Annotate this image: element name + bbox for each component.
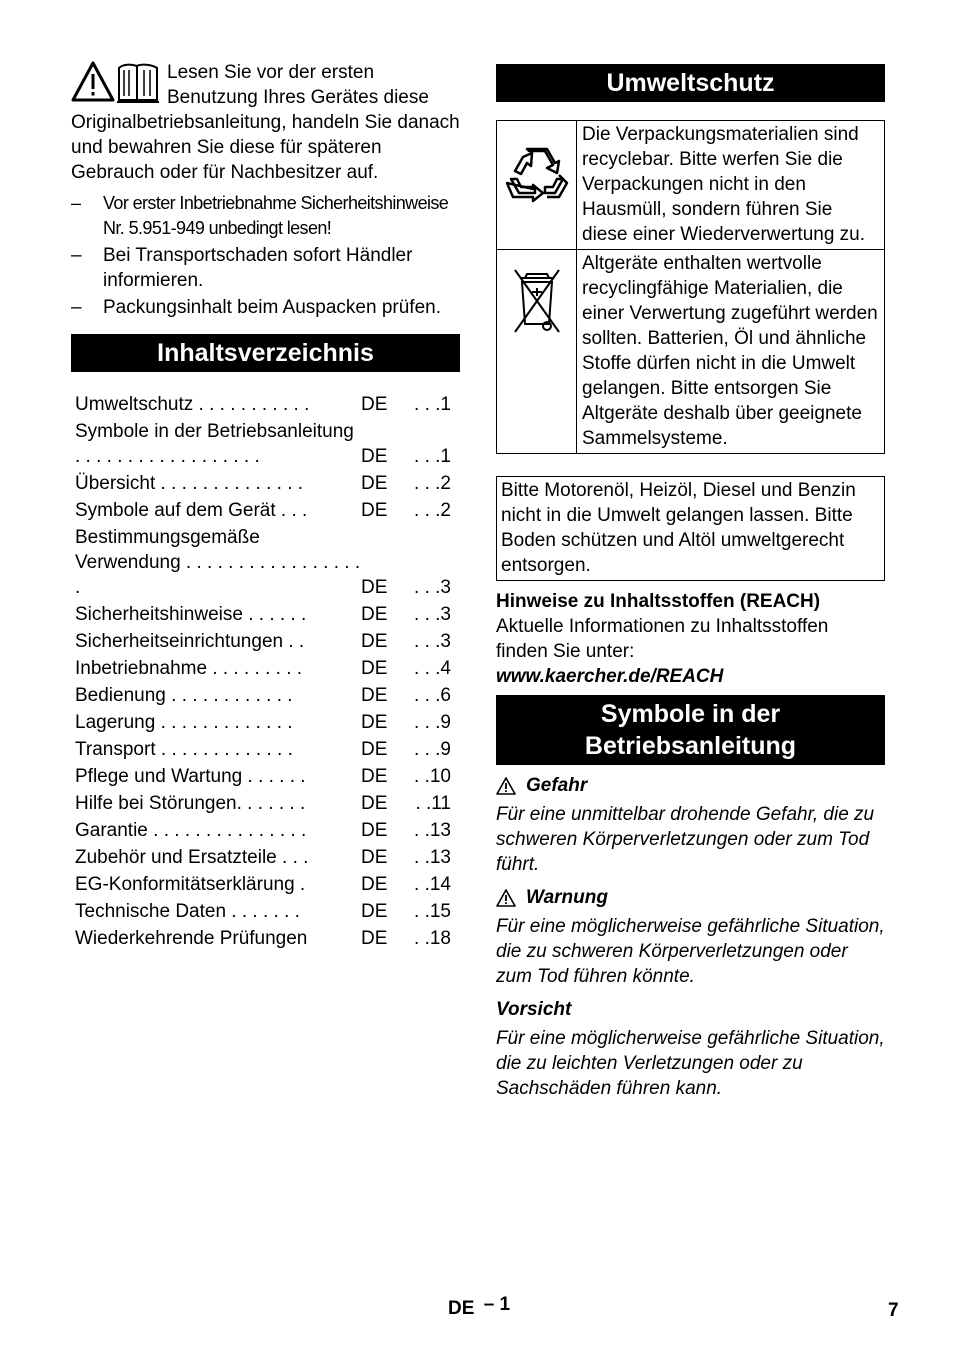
footer-lang: DE — [448, 1298, 475, 1319]
toc-entry-lang: DE — [361, 792, 388, 814]
toc-entry-page: . . .9 — [414, 738, 451, 760]
list-item-text: Bei Transportschaden sofort Händler informieren. — [103, 245, 413, 291]
warning-manual-icon — [71, 60, 161, 104]
recycle-text: Die Verpackungsmaterialien sind recyclebar. Bitte werfen Sie die Verpackungen nicht in den Hausmüll, sondern führen Sie diese einer Wiederverwertung zu. — [577, 121, 885, 250]
vorsicht-label: Vorsicht — [496, 999, 572, 1020]
list-item — [71, 295, 460, 320]
toc-entry-page: . . .2 — [414, 499, 451, 521]
toc-row — [71, 708, 460, 735]
toc-table — [71, 390, 460, 951]
toc-entry-title: Hilfe bei Störungen. . . . . . . — [75, 792, 306, 814]
warnung-label: Warnung — [526, 887, 608, 908]
toc-row — [71, 496, 460, 523]
reach-text: Aktuelle Informationen zu Inhaltsstoffen finden Sie unter: — [496, 616, 829, 662]
recycle-icon — [499, 139, 575, 215]
toc-entry-lang: DE — [361, 657, 388, 679]
toc-entry-page: . . .3 — [414, 603, 451, 625]
intro-text: Lesen Sie vor der ersten Benutzung Ihres Gerätes diese Originalbetriebsanleitung, handeln Sie danach und bewahren Sie diese für späteren Gebrauch oder für Nachbesitzer auf. — [71, 62, 460, 183]
toc-entry-lang: DE — [361, 765, 388, 787]
warnung-heading — [496, 885, 885, 910]
toc-entry-page: . .13 — [414, 846, 451, 868]
list-item-text: Packungsinhalt beim Auspacken prüfen. — [103, 297, 441, 318]
gefahr-text: Für eine unmittelbar drohende Gefahr, die zu schweren Körperverletzungen oder zum Tod führt. — [496, 804, 875, 875]
table-row — [497, 121, 885, 250]
toc-entry-title: Umweltschutz . . . . . . . . . . . — [75, 393, 310, 415]
reach-heading: Hinweise zu Inhaltsstoffen (REACH) — [496, 591, 821, 612]
toc-row — [71, 627, 460, 654]
toc-row — [71, 390, 460, 417]
umweltschutz-heading: Umweltschutz — [496, 64, 885, 102]
warning-triangle-icon — [496, 889, 516, 907]
weee-icon-cell — [497, 250, 577, 454]
toc-entry-title: Bestimmungsgemäße Verwendung . . . . . . . . . . . . . . . . . . — [75, 526, 361, 598]
toc-entry-title: Übersicht . . . . . . . . . . . . . . — [75, 472, 304, 494]
toc-entry-page: . .13 — [414, 819, 451, 841]
list-item-text: Vor erster Inbetriebnahme Sicherheitshinweise Nr. 5.951-949 unbedingt lesen! — [103, 193, 449, 238]
toc-entry-title: EG-Konformitätserklärung . — [75, 873, 306, 895]
vorsicht-text: Für eine möglicherweise gefährliche Situation, die zu leichten Verletzungen oder zu Sachschäden führen kann. — [496, 1028, 885, 1099]
toc-entry-lang: DE — [361, 927, 388, 949]
toc-entry-lang: DE — [361, 684, 388, 706]
toc-entry-lang: DE — [361, 499, 388, 521]
toc-entry-lang: DE — [361, 873, 388, 895]
toc-entry-page: . .15 — [414, 900, 451, 922]
toc-entry-lang: DE — [361, 393, 388, 415]
oil-notice-box: Bitte Motorenöl, Heizöl, Diesel und Benzin nicht in die Umwelt gelangen lassen. Bitte Boden schützen und Altöl umweltgerecht entsorgen. — [496, 476, 885, 581]
toc-entry-lang: DE — [361, 630, 388, 652]
intro-list — [71, 191, 460, 320]
toc-entry-page: . .18 — [414, 927, 451, 949]
list-item — [71, 243, 460, 293]
toc-heading: Inhaltsverzeichnis — [71, 334, 460, 372]
warnung-text: Für eine möglicherweise gefährliche Situation, die zu schweren Körperverletzungen oder zum Tod führen könnte. — [496, 916, 885, 987]
toc-row — [71, 735, 460, 762]
toc-entry-lang: DE — [361, 819, 388, 841]
gefahr-label: Gefahr — [526, 775, 588, 796]
toc-row — [71, 816, 460, 843]
toc-entry-title: Inbetriebnahme . . . . . . . . . — [75, 657, 303, 679]
dash-marker: – — [71, 245, 82, 266]
dash-marker: – — [71, 297, 82, 318]
toc-row — [71, 417, 460, 469]
toc-entry-lang: DE — [361, 603, 388, 625]
toc-row — [71, 924, 460, 951]
gefahr-heading — [496, 773, 885, 798]
toc-entry-lang: DE — [361, 846, 388, 868]
toc-entry-page: . . .6 — [414, 684, 451, 706]
toc-entry-title: Sicherheitseinrichtungen . . — [75, 630, 305, 652]
environment-table — [496, 120, 885, 454]
toc-entry-title: Sicherheitshinweise . . . . . . — [75, 603, 307, 625]
vorsicht-heading — [496, 997, 885, 1022]
intro-block — [71, 60, 460, 185]
toc-entry-page: . . .3 — [414, 630, 451, 652]
footer-section-label — [448, 1296, 510, 1321]
toc-entry-title: Symbole auf dem Gerät . . . — [75, 499, 308, 521]
toc-entry-page: . . .3 — [414, 576, 451, 598]
reach-link[interactable]: www.kaercher.de/REACH — [496, 666, 724, 687]
list-item — [71, 191, 460, 241]
toc-row — [71, 523, 460, 600]
left-column — [71, 60, 460, 951]
toc-row — [71, 600, 460, 627]
toc-entry-lang: DE — [361, 576, 388, 598]
toc-entry-title: Technische Daten . . . . . . . — [75, 900, 300, 922]
right-column — [496, 64, 885, 1101]
toc-entry-page: . . .4 — [414, 657, 451, 679]
warning-triangle-icon — [496, 777, 516, 795]
recycle-icon-cell — [497, 121, 577, 250]
toc-entry-lang: DE — [361, 711, 388, 733]
toc-row — [71, 843, 460, 870]
toc-entry-lang: DE — [361, 738, 388, 760]
toc-entry-page: . . .9 — [414, 711, 451, 733]
toc-entry-page: . . .2 — [414, 472, 451, 494]
table-row — [497, 250, 885, 454]
toc-row — [71, 762, 460, 789]
toc-row — [71, 681, 460, 708]
toc-row — [71, 469, 460, 496]
toc-entry-title: Zubehör und Ersatzteile . . . — [75, 846, 309, 868]
toc-entry-page: . . .1 — [414, 393, 451, 415]
toc-entry-page: . .11 — [415, 792, 451, 814]
toc-entry-title: Lagerung . . . . . . . . . . . . . — [75, 711, 293, 733]
toc-entry-page: . .14 — [414, 873, 451, 895]
crossed-bin-icon — [507, 262, 567, 338]
symbols-heading: Symbole in der Betriebsanleitung — [496, 695, 885, 765]
toc-entry-page: . . .1 — [414, 445, 451, 467]
toc-entry-title: Wiederkehrende Prüfungen — [75, 927, 308, 949]
toc-entry-title: Bedienung . . . . . . . . . . . . — [75, 684, 293, 706]
toc-entry-lang: DE — [361, 445, 388, 467]
toc-row — [71, 870, 460, 897]
toc-entry-lang: DE — [361, 472, 388, 494]
toc-entry-title: Garantie . . . . . . . . . . . . . . . — [75, 819, 307, 841]
page-number: 7 — [888, 1300, 899, 1321]
toc-entry-lang: DE — [361, 900, 388, 922]
dash-marker: – — [71, 193, 81, 213]
toc-entry-title: Pflege und Wartung . . . . . . — [75, 765, 306, 787]
toc-row — [71, 789, 460, 816]
toc-entry-title: Transport . . . . . . . . . . . . . — [75, 738, 293, 760]
footer-sub-page: – 1 — [483, 1294, 511, 1315]
toc-row — [71, 654, 460, 681]
toc-entry-page: . .10 — [414, 765, 451, 787]
weee-text: Altgeräte enthalten wertvolle recyclingfähige Materialien, die einer Verwertung zugeführt werden sollten. Batterien, Öl und ähnliche Stoffe dürfen nicht in die Umwelt gelangen. Bitte entsorgen Sie Altgeräte deshalb über geeignete Sammelsysteme. — [577, 250, 885, 454]
toc-row — [71, 897, 460, 924]
toc-entry-title: Symbole in der Betriebsanleitung . . . . . . . . . . . . . . . . . . — [75, 420, 354, 467]
